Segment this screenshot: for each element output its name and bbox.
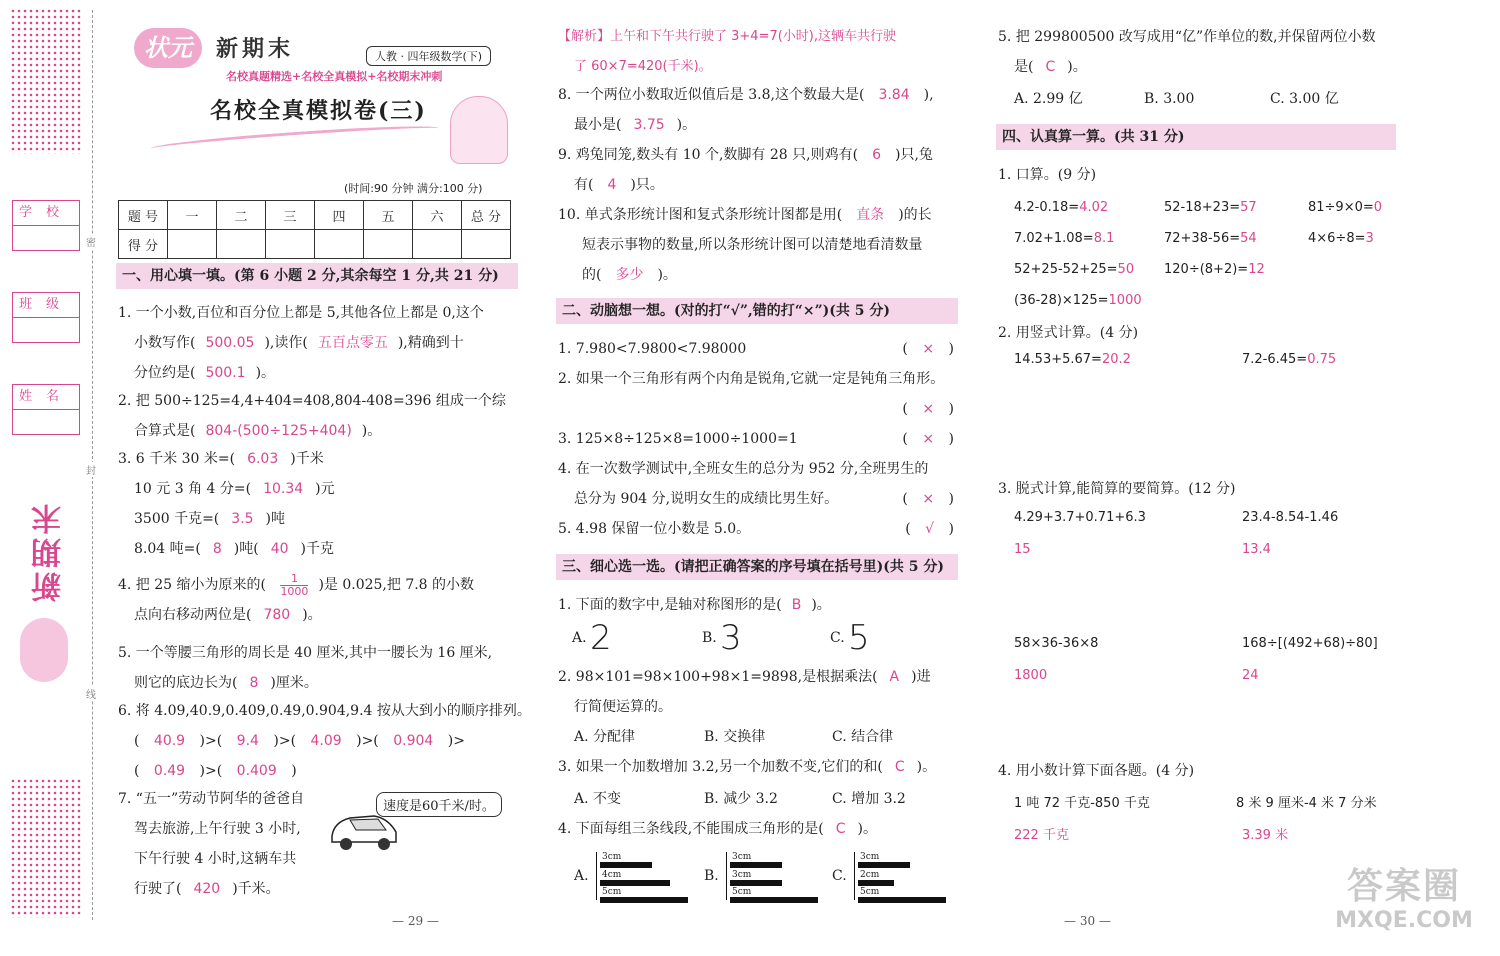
q7: 7. “五一”劳动节阿华的爸爸自 驾去旅游,上午行驶 3 小时, 下午行驶 4 小时,这辆车共 行驶了( 420 )千米。 xyxy=(118,791,305,897)
score-cell[interactable] xyxy=(266,230,315,259)
vertical-badge xyxy=(20,618,68,682)
score-cell[interactable] xyxy=(413,230,462,259)
choice-3: 3. 如果一个加数增加 3.2,另一个加数不变,它们的和( C )。 xyxy=(558,759,937,775)
decimal-calc-title: 4. 用小数计算下面各题。(4 分) xyxy=(998,763,1195,779)
q5-left: 5. 一个等腰三角形的周长是 40 厘米,其中一腰长为 16 厘米, 则它的底边长为( 8 )厘米。 xyxy=(118,645,493,691)
score-header: 五 xyxy=(364,201,413,230)
score-header: 一 xyxy=(168,201,217,230)
score-table xyxy=(118,200,511,259)
q8: 8. 一个两位小数取近似值后是 3.8,这个数最大是( 3.84 ), 最小是( 3.75 )。 xyxy=(558,87,934,133)
section-4-heading: 四、认真算一算。(共 31 分) xyxy=(996,124,1396,150)
score-header: 六 xyxy=(413,201,462,230)
score-header: 总 分 xyxy=(462,201,511,230)
segments-option-b: B. 3cm 3cm 5cm xyxy=(704,850,824,904)
choice-4: 4. 下面每组三条线段,不能围成三角形的是( C )。 xyxy=(558,821,877,837)
judge-list: 1. 7.980<7.9800<7.98000 ( × ) 2. 如果一个三角形有两个内角是锐角,它就一定是钝角三角形。 ( × ) 3. 125×8÷125×8=1000÷1000=1 ( × ) 4. 在一次数学测试中,全班女生的总分为 952 分,全班男生的 总分为 904 分,说明女生的成绩比男生好。 ( × ) 5. 4.98 保留一位小数是 5.0。 ( √ ) xyxy=(558,341,954,537)
choice-2: 2. 98×101=98×100+98×1=9898,是根据乘法( A )进 行简便运算的。 xyxy=(558,669,931,715)
q1: 1. 一个小数,百位和百分位上都是 5,其他各位上都是 0,这个 小数写作( 500.05 ),读作( 五百点零五 ),精确到十 分位约是( 500.1 )。 xyxy=(118,305,484,381)
segments-option-c: C. 3cm 2cm 5cm xyxy=(832,850,952,904)
vertical-calc-title: 2. 用竖式计算。(4 分) xyxy=(998,325,1139,341)
score-header: 四 xyxy=(315,201,364,230)
decorative-dots-bottom xyxy=(10,778,82,918)
vertical-brand: 新期末 xyxy=(32,500,67,602)
mascot-illustration xyxy=(450,96,508,164)
choice-1: 1. 下面的数字中,是轴对称图形的是( B )。 xyxy=(558,597,831,613)
choice-1-options: A. 2 B. 3 C. 5 xyxy=(572,618,870,658)
decimal-calc: 1 吨 72 千克-850 千克 222 千克 8 米 9 厘米-4 米 7 分米 3.39 米 xyxy=(1014,796,1377,843)
page-number-left: — 29 — xyxy=(392,914,439,928)
step-calc-title: 3. 脱式计算,能简算的要简算。(12 分) xyxy=(998,481,1236,497)
section-2-heading: 二、动脑想一想。(对的打“√”,错的打“×”)(共 5 分) xyxy=(556,298,958,324)
seal-char-1: 密 xyxy=(86,234,96,249)
score-header: 题 号 xyxy=(119,201,168,230)
class-label: 班级 xyxy=(13,293,79,318)
digit-3-glyph: 3 xyxy=(720,618,742,658)
q5-right: 5. 把 299800500 改写成用“亿”作单位的数,并保留两位小数 是( C )。 xyxy=(998,29,1376,75)
oral-title: 1. 口算。(9 分) xyxy=(998,167,1097,183)
score-cell[interactable] xyxy=(462,230,511,259)
class-field[interactable] xyxy=(12,292,80,343)
section-3-heading: 三、细心选一选。(请把正确答案的序号填在括号里)(共 5 分) xyxy=(556,554,958,580)
score-row-label: 得 分 xyxy=(119,230,168,259)
q9: 9. 鸡兔同笼,数头有 10 个,数脚有 28 只,则鸡有( 6 )只,兔 有( 4 )只。 xyxy=(558,147,933,193)
school-field[interactable] xyxy=(12,200,80,251)
score-cell[interactable] xyxy=(364,230,413,259)
subject-tag: 人教 · 四年级数学(下) xyxy=(366,46,491,66)
tagline: 名校真题精选+名校全真模拟+名校期末冲刺 xyxy=(226,70,443,83)
badge-logo: 状元 xyxy=(134,28,202,68)
score-cell[interactable] xyxy=(168,230,217,259)
segments-option-a: A. 3cm 4cm 5cm xyxy=(574,850,694,904)
step-calc: 4.29+3.7+0.71+6.3 15 23.4-8.54-1.46 13.4 58×36-36×8 1800 168÷[(492+68)÷80] 24 xyxy=(1014,510,1378,683)
page-title: 名校全真模拟卷(三) xyxy=(210,98,427,124)
brand-title: 新期末 xyxy=(216,36,295,62)
score-cell[interactable] xyxy=(315,230,364,259)
seal-char-2: 封 xyxy=(86,462,96,477)
name-field[interactable] xyxy=(12,384,80,435)
speech-bubble: 速度是60千米/时。 xyxy=(376,792,502,817)
q3: 3. 6 千米 30 米=( 6.03 )千米 10 元 3 角 4 分=( 10.34 )元 3500 千克=( 3.5 )吨 8.04 吨=( 8 )吨( 40 )千克 xyxy=(118,451,335,557)
digit-5-glyph: 5 xyxy=(848,618,870,658)
section-1-heading: 一、用心填一填。(第 6 小题 2 分,其余每空 1 分,共 21 分) xyxy=(116,263,518,289)
page-number-right: — 30 — xyxy=(1064,914,1111,928)
title-swoosh xyxy=(150,122,440,155)
score-header: 三 xyxy=(266,201,315,230)
q10: 10. 单式条形统计图和复式条形统计图都是用( 直条 )的长 短表示事物的数量,所以条形统计图可以清楚地看清数量 的( 多少 )。 xyxy=(558,207,932,283)
watermark: 答案圈 MXQE.COM xyxy=(1335,866,1473,933)
analysis: 【解析】上午和下午共行驶了 3+4=7(小时),这辆车共行驶 了 60×7=420(千米)。 xyxy=(558,29,897,74)
oral-grid: 4.2-0.18=4.02 52-18+23=57 81÷9×0=0 7.02+1.08=8.1 72+38-56=54 4×6÷8=3 52+25-52+25=50 120÷(8+2)=12 (36-28)×125=1000 xyxy=(1014,200,1383,308)
name-label: 姓名 xyxy=(13,385,79,410)
car-illustration xyxy=(326,806,402,854)
score-cell[interactable] xyxy=(217,230,266,259)
school-label: 学校 xyxy=(13,201,79,226)
decorative-dots-top xyxy=(10,8,82,154)
time-score: (时间:90 分钟 满分:100 分) xyxy=(344,182,483,195)
q4: 4. 把 25 缩小为原来的( $\frac{1}{1000}$ )是 0.025,把 7.8 的小数 点向右移动两位是( 780 )。 xyxy=(118,571,475,623)
q2: 2. 把 500÷125=4,4+404=408,804-408=396 组成一个综 合算式是( 804-(500÷125+404) )。 xyxy=(118,393,506,439)
q6: 6. 将 4.09,40.9,0.409,0.49,0.904,9.4 按从大到小的顺序排列。 ( 40.9 )>( 9.4 )>( 4.09 )>( 0.904 )> ( 0.49 )>( 0.409 ) xyxy=(118,703,531,779)
score-header: 二 xyxy=(217,201,266,230)
digit-2-glyph: 2 xyxy=(590,618,612,658)
seal-char-3: 线 xyxy=(86,686,96,701)
